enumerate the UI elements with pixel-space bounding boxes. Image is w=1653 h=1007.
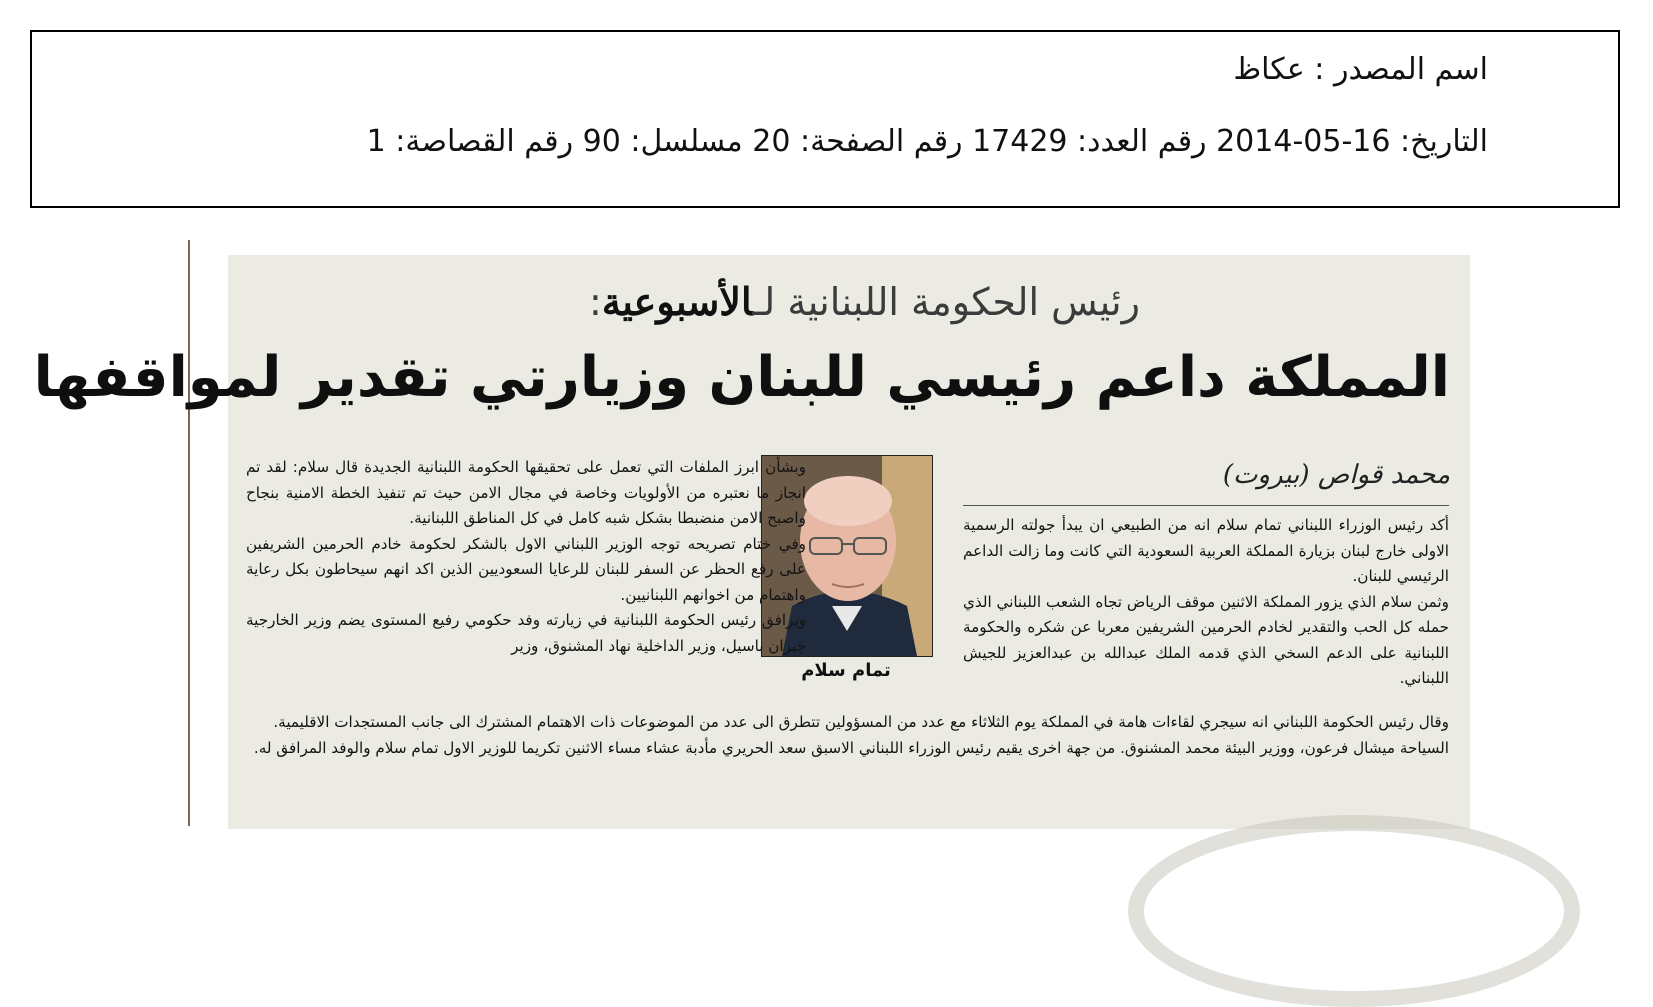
- watermark-stamp: [1128, 815, 1580, 1007]
- photo-caption: تمام سلام: [801, 660, 891, 681]
- source-name-line: اسم المصدر : عكاظ: [1233, 52, 1488, 87]
- article-headline: المملكة داعم رئيسي للبنان وزيارتي تقدير لمواقفها: [33, 345, 1450, 410]
- newspaper-logo: الأسبوعية: [601, 279, 753, 324]
- paragraph: وبشأن ابرز الملفات التي تعمل على تحقيقها الحكومة اللبنانية الجديدة قال سلام: لقد تم انجاز ما نعتبره من الأولويات وخاصة في مجال الامن حيث تم تنفيذ الخطة الامنية بنجاح واصبح الامن منضبطا بشكل شبه كامل في كل المناطق اللبنانية.: [246, 458, 806, 527]
- article-column-left: [246, 455, 806, 659]
- newspaper-clipping: [33, 255, 1470, 829]
- kicker-text: رئيس الحكومة اللبنانية لـ: [752, 280, 1140, 324]
- paragraph: أكد رئيس الوزراء اللبناني تمام سلام انه من الطبيعي ان يبدأ جولته الرسمية الاولى خارج لبنان بزيارة المملكة العربية السعودية التي كانت وما زالت الداعم الرئيسي للبنان.: [963, 516, 1449, 585]
- byline-divider: [963, 505, 1449, 506]
- clipping-info-box: [30, 30, 1620, 208]
- paragraph: وقال رئيس الحكومة اللبناني انه سيجري لقاءات هامة في المملكة يوم الثلاثاء مع عدد من المسؤولين تتطرق الى عدد من الموضوعات ذات الاهتمام المشترك الى جانب المستجدات الاقليمية.: [273, 713, 1449, 731]
- paragraph: وثمن سلام الذي يزور المملكة الاثنين موقف الرياض تجاه الشعب اللبناني الذي حمله كل الحب والتقدير لخادم الحرمين الشريفين معربا عن شكره والحكومة اللبنانية على الدعم السخي الذي قدمه الملك عبدالله بن عبدالعزيز للجيش اللبناني.: [963, 592, 1449, 687]
- article-kicker: [589, 279, 1140, 324]
- paragraph: السياحة ميشال فرعون، ووزير البيئة محمد المشنوق. من جهة اخرى يقيم رئيس الوزراء اللبناني الاسبق سعد الحريري مأدبة عشاء مساء الاثنين تكريما للوزير الاول تمام سلام والوفد المرافق له.: [253, 738, 1449, 757]
- article-column-bottom: [246, 710, 1449, 761]
- article-byline: محمد قواص (بيروت): [1222, 460, 1450, 490]
- article-column-right: [963, 513, 1449, 692]
- paragraph: وفي ختام تصريحه توجه الوزير اللبناني الاول بالشكر لحكومة خادم الحرمين الشريفين على رفع الحظر عن السفر للبنان للرعايا السعوديين الذين اكد انهم سيحاطون بكل رعاية واهتمام من اخوانهم اللبنانيين.: [246, 534, 806, 604]
- paragraph: ويرافق رئيس الحكومة اللبنانية في زيارته وفد حكومي رفيع المستوى يضم وزير الخارجية جبران باسيل، وزير الداخلية نهاد المشنوق، وزير: [246, 611, 806, 655]
- clipping-details-line: التاريخ: 16-05-2014 رقم العدد: 17429 رقم الصفحة: 20 مسلسل: 90 رقم القصاصة: 1: [366, 124, 1488, 159]
- kicker-colon: :: [589, 280, 602, 324]
- margin-rule: [188, 240, 190, 826]
